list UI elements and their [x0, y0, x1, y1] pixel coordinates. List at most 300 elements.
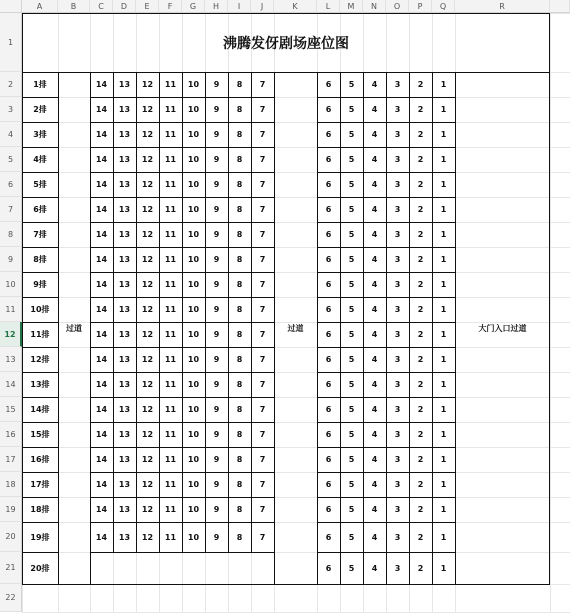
row-label[interactable]: 20排 [30, 563, 50, 573]
row-label[interactable]: 15排 [30, 430, 50, 439]
seat-cell[interactable]: 10 [187, 80, 200, 89]
seat-cell[interactable]: 7 [259, 255, 266, 264]
seat-cell[interactable]: 13 [118, 255, 131, 264]
seat-cell[interactable]: 10 [187, 305, 200, 314]
seat-cell[interactable]: 11 [164, 305, 177, 314]
seat-cell[interactable]: 9 [213, 180, 220, 189]
seat-cell[interactable]: 4 [371, 405, 378, 414]
seat-cell[interactable]: 6 [325, 230, 332, 239]
seat-cell[interactable]: 1 [440, 563, 447, 573]
row-label[interactable]: 10排 [30, 305, 50, 314]
seat-cell[interactable]: 5 [348, 205, 355, 214]
seat-cell[interactable]: 10 [187, 480, 200, 489]
seat-cell[interactable]: 10 [187, 532, 200, 542]
seat-cell[interactable]: 14 [95, 280, 108, 289]
seat-cell[interactable]: 11 [164, 280, 177, 289]
seat-cell[interactable]: 9 [213, 355, 220, 364]
seat-cell[interactable]: 3 [394, 532, 401, 542]
row-label[interactable]: 5排 [33, 180, 47, 189]
seat-cell[interactable]: 13 [118, 280, 131, 289]
seat-cell[interactable]: 12 [141, 280, 154, 289]
seat-cell[interactable]: 11 [164, 130, 177, 139]
seat-cell[interactable]: 9 [213, 305, 220, 314]
seat-cell[interactable]: 5 [348, 80, 355, 89]
column-header-n[interactable]: N [363, 0, 386, 13]
seat-cell[interactable]: 1 [440, 155, 447, 164]
row-label[interactable]: 19排 [30, 532, 50, 542]
seat-cell[interactable]: 3 [394, 80, 401, 89]
seat-cell[interactable]: 4 [371, 80, 378, 89]
seat-cell[interactable]: 3 [394, 205, 401, 214]
seat-cell[interactable]: 1 [440, 355, 447, 364]
seat-cell[interactable]: 1 [440, 230, 447, 239]
row-header-15[interactable]: 15 [0, 397, 22, 422]
seat-cell[interactable]: 9 [213, 380, 220, 389]
seat-cell[interactable]: 7 [259, 205, 266, 214]
seat-cell[interactable]: 6 [325, 563, 332, 573]
seat-cell[interactable]: 12 [141, 105, 154, 114]
seat-cell[interactable]: 13 [118, 155, 131, 164]
seat-cell[interactable]: 8 [236, 532, 243, 542]
row-label[interactable]: 14排 [30, 405, 50, 414]
seat-cell[interactable]: 4 [371, 155, 378, 164]
seat-cell[interactable]: 7 [259, 505, 266, 514]
row-header-4[interactable]: 4 [0, 122, 22, 147]
seat-cell[interactable]: 5 [348, 380, 355, 389]
column-header-b[interactable]: B [58, 0, 90, 13]
seat-cell[interactable]: 13 [118, 130, 131, 139]
seat-cell[interactable]: 11 [164, 330, 177, 339]
seat-cell[interactable]: 4 [371, 230, 378, 239]
seat-cell[interactable]: 9 [213, 255, 220, 264]
seat-cell[interactable]: 2 [417, 205, 424, 214]
row-header-22[interactable]: 22 [0, 584, 22, 612]
seat-cell[interactable]: 2 [417, 280, 424, 289]
row-header-10[interactable]: 10 [0, 272, 22, 297]
seat-cell[interactable]: 4 [371, 563, 378, 573]
seat-cell[interactable]: 4 [371, 205, 378, 214]
row-header-13[interactable]: 13 [0, 347, 22, 372]
row-header-16[interactable]: 16 [0, 422, 22, 447]
seat-cell[interactable]: 3 [394, 105, 401, 114]
seat-cell[interactable]: 6 [325, 330, 332, 339]
seat-cell[interactable]: 3 [394, 455, 401, 464]
seat-cell[interactable]: 11 [164, 480, 177, 489]
seat-cell[interactable]: 1 [440, 455, 447, 464]
seat-cell[interactable]: 14 [95, 180, 108, 189]
seat-cell[interactable]: 3 [394, 405, 401, 414]
seat-cell[interactable]: 5 [348, 330, 355, 339]
seat-cell[interactable]: 14 [95, 532, 108, 542]
seat-cell[interactable]: 11 [164, 380, 177, 389]
seat-cell[interactable]: 1 [440, 430, 447, 439]
seat-cell[interactable]: 2 [417, 405, 424, 414]
column-header-g[interactable]: G [182, 0, 205, 13]
seat-cell[interactable]: 8 [236, 130, 243, 139]
seat-cell[interactable]: 8 [236, 330, 243, 339]
seat-cell[interactable]: 4 [371, 532, 378, 542]
seat-cell[interactable]: 7 [259, 532, 266, 542]
seat-cell[interactable]: 6 [325, 180, 332, 189]
seat-cell[interactable]: 1 [440, 180, 447, 189]
seat-cell[interactable]: 3 [394, 330, 401, 339]
row-label[interactable]: 13排 [30, 380, 50, 389]
seat-cell[interactable]: 10 [187, 430, 200, 439]
column-header-i[interactable]: I [228, 0, 251, 13]
seat-cell[interactable]: 2 [417, 255, 424, 264]
seat-cell[interactable]: 12 [141, 532, 154, 542]
seat-cell[interactable]: 5 [348, 130, 355, 139]
seat-cell[interactable]: 6 [325, 455, 332, 464]
row-label[interactable]: 16排 [30, 455, 50, 464]
seat-cell[interactable]: 5 [348, 430, 355, 439]
seat-cell[interactable]: 6 [325, 430, 332, 439]
seat-cell[interactable]: 2 [417, 330, 424, 339]
row-header-9[interactable]: 9 [0, 247, 22, 272]
seat-cell[interactable]: 6 [325, 305, 332, 314]
seat-cell[interactable]: 4 [371, 130, 378, 139]
seat-cell[interactable]: 1 [440, 130, 447, 139]
seat-cell[interactable]: 13 [118, 505, 131, 514]
seat-cell[interactable]: 10 [187, 105, 200, 114]
seat-cell[interactable]: 8 [236, 405, 243, 414]
entrance-aisle-label[interactable]: 大门入口过道 [478, 323, 527, 333]
seat-cell[interactable]: 9 [213, 455, 220, 464]
seat-cell[interactable]: 14 [95, 130, 108, 139]
seat-cell[interactable]: 5 [348, 532, 355, 542]
seat-cell[interactable]: 10 [187, 180, 200, 189]
seat-cell[interactable]: 8 [236, 380, 243, 389]
seat-cell[interactable]: 3 [394, 230, 401, 239]
row-header-5[interactable]: 5 [0, 147, 22, 172]
seat-cell[interactable]: 4 [371, 380, 378, 389]
seat-cell[interactable]: 2 [417, 505, 424, 514]
row-header-2[interactable]: 2 [0, 72, 22, 97]
seat-cell[interactable]: 8 [236, 455, 243, 464]
column-header-r[interactable]: R [455, 0, 550, 13]
seat-cell[interactable]: 3 [394, 305, 401, 314]
seat-cell[interactable]: 9 [213, 130, 220, 139]
row-header-18[interactable]: 18 [0, 472, 22, 497]
seat-cell[interactable]: 6 [325, 155, 332, 164]
row-label[interactable]: 11排 [30, 330, 50, 339]
seat-cell[interactable]: 3 [394, 430, 401, 439]
row-label[interactable]: 1排 [33, 80, 47, 89]
seat-cell[interactable]: 8 [236, 80, 243, 89]
row-label[interactable]: 3排 [33, 130, 47, 139]
column-header-h[interactable]: H [205, 0, 228, 13]
row-label[interactable]: 4排 [33, 155, 47, 164]
seat-cell[interactable]: 9 [213, 105, 220, 114]
seat-cell[interactable]: 13 [118, 330, 131, 339]
column-header-m[interactable]: M [340, 0, 363, 13]
seat-cell[interactable]: 3 [394, 355, 401, 364]
seat-cell[interactable]: 7 [259, 155, 266, 164]
row-header-14[interactable]: 14 [0, 372, 22, 397]
seat-cell[interactable]: 12 [141, 205, 154, 214]
seat-cell[interactable]: 14 [95, 80, 108, 89]
middle-aisle-label[interactable]: 过道 [287, 323, 304, 333]
seat-cell[interactable]: 7 [259, 430, 266, 439]
seat-cell[interactable]: 1 [440, 405, 447, 414]
seat-cell[interactable]: 6 [325, 380, 332, 389]
seat-cell[interactable]: 2 [417, 380, 424, 389]
seat-cell[interactable]: 7 [259, 380, 266, 389]
seat-cell[interactable]: 5 [348, 305, 355, 314]
column-header-c[interactable]: C [90, 0, 113, 13]
seat-cell[interactable]: 7 [259, 405, 266, 414]
seat-cell[interactable]: 13 [118, 430, 131, 439]
seat-cell[interactable]: 5 [348, 563, 355, 573]
seat-cell[interactable]: 11 [164, 505, 177, 514]
column-header-a[interactable]: A [22, 0, 58, 13]
seat-cell[interactable]: 12 [141, 180, 154, 189]
seat-cell[interactable]: 14 [95, 355, 108, 364]
seat-cell[interactable]: 7 [259, 330, 266, 339]
seat-cell[interactable]: 6 [325, 405, 332, 414]
seat-cell[interactable]: 11 [164, 205, 177, 214]
seat-cell[interactable]: 2 [417, 563, 424, 573]
seat-cell[interactable]: 12 [141, 455, 154, 464]
seat-cell[interactable]: 3 [394, 130, 401, 139]
seat-cell[interactable]: 10 [187, 280, 200, 289]
seat-cell[interactable]: 10 [187, 505, 200, 514]
seat-cell[interactable]: 9 [213, 205, 220, 214]
seat-cell[interactable]: 13 [118, 355, 131, 364]
seat-cell[interactable]: 11 [164, 455, 177, 464]
column-header-p[interactable]: P [409, 0, 432, 13]
seat-cell[interactable]: 4 [371, 180, 378, 189]
seat-cell[interactable]: 13 [118, 80, 131, 89]
seat-cell[interactable]: 1 [440, 205, 447, 214]
seat-cell[interactable]: 9 [213, 330, 220, 339]
seat-cell[interactable]: 9 [213, 505, 220, 514]
row-header-1[interactable]: 1 [0, 13, 22, 72]
seat-cell[interactable]: 5 [348, 455, 355, 464]
column-header-l[interactable]: L [317, 0, 340, 13]
seat-cell[interactable]: 7 [259, 105, 266, 114]
seat-cell[interactable]: 6 [325, 355, 332, 364]
row-label[interactable]: 6排 [33, 205, 47, 214]
seat-cell[interactable]: 1 [440, 480, 447, 489]
seat-cell[interactable]: 4 [371, 280, 378, 289]
row-header-21[interactable]: 21 [0, 552, 22, 584]
seat-cell[interactable]: 14 [95, 380, 108, 389]
seat-cell[interactable]: 13 [118, 305, 131, 314]
seat-cell[interactable]: 4 [371, 305, 378, 314]
row-label[interactable]: 18排 [30, 505, 50, 514]
seat-cell[interactable]: 4 [371, 505, 378, 514]
seat-cell[interactable]: 13 [118, 105, 131, 114]
seat-cell[interactable]: 3 [394, 380, 401, 389]
seat-cell[interactable]: 14 [95, 155, 108, 164]
seat-cell[interactable]: 13 [118, 455, 131, 464]
seat-cell[interactable]: 7 [259, 80, 266, 89]
seat-cell[interactable]: 5 [348, 105, 355, 114]
row-header-12[interactable]: 12 [0, 322, 22, 347]
seat-cell[interactable]: 9 [213, 280, 220, 289]
seat-cell[interactable]: 7 [259, 480, 266, 489]
seat-cell[interactable]: 9 [213, 532, 220, 542]
seat-cell[interactable]: 5 [348, 405, 355, 414]
seat-cell[interactable]: 8 [236, 280, 243, 289]
seat-cell[interactable]: 6 [325, 532, 332, 542]
seat-cell[interactable]: 8 [236, 205, 243, 214]
seat-cell[interactable]: 1 [440, 105, 447, 114]
seat-cell[interactable]: 5 [348, 480, 355, 489]
seat-cell[interactable]: 4 [371, 255, 378, 264]
seat-cell[interactable]: 11 [164, 532, 177, 542]
seat-cell[interactable]: 3 [394, 155, 401, 164]
seat-cell[interactable]: 13 [118, 230, 131, 239]
seat-cell[interactable]: 12 [141, 380, 154, 389]
seat-cell[interactable]: 5 [348, 255, 355, 264]
seat-cell[interactable]: 1 [440, 330, 447, 339]
row-label[interactable]: 12排 [30, 355, 50, 364]
seat-cell[interactable]: 6 [325, 80, 332, 89]
seat-cell[interactable]: 11 [164, 355, 177, 364]
seat-cell[interactable]: 1 [440, 255, 447, 264]
seat-cell[interactable]: 2 [417, 455, 424, 464]
seat-cell[interactable]: 10 [187, 155, 200, 164]
seat-cell[interactable]: 8 [236, 180, 243, 189]
seat-cell[interactable]: 9 [213, 155, 220, 164]
sheet-title[interactable]: 沸腾发伢剧场座位图 [223, 35, 349, 52]
seat-cell[interactable]: 4 [371, 330, 378, 339]
seat-cell[interactable]: 8 [236, 355, 243, 364]
seat-cell[interactable]: 12 [141, 155, 154, 164]
seat-cell[interactable]: 12 [141, 505, 154, 514]
seat-cell[interactable]: 1 [440, 380, 447, 389]
seat-cell[interactable]: 2 [417, 80, 424, 89]
seat-cell[interactable]: 12 [141, 230, 154, 239]
seat-cell[interactable]: 7 [259, 230, 266, 239]
seat-cell[interactable]: 6 [325, 505, 332, 514]
seat-cell[interactable]: 3 [394, 280, 401, 289]
seat-cell[interactable]: 11 [164, 80, 177, 89]
seat-cell[interactable]: 4 [371, 430, 378, 439]
seat-cell[interactable]: 13 [118, 205, 131, 214]
seat-cell[interactable]: 14 [95, 305, 108, 314]
seat-cell[interactable]: 1 [440, 280, 447, 289]
seat-cell[interactable]: 14 [95, 205, 108, 214]
seat-cell[interactable]: 2 [417, 130, 424, 139]
column-header-j[interactable]: J [251, 0, 274, 13]
seat-cell[interactable]: 3 [394, 180, 401, 189]
seat-cell[interactable]: 14 [95, 330, 108, 339]
column-header-k[interactable]: K [274, 0, 317, 13]
seat-cell[interactable]: 8 [236, 255, 243, 264]
seat-cell[interactable]: 12 [141, 130, 154, 139]
column-header-q[interactable]: Q [432, 0, 455, 13]
seat-cell[interactable]: 8 [236, 155, 243, 164]
seat-cell[interactable]: 5 [348, 230, 355, 239]
row-header-8[interactable]: 8 [0, 222, 22, 247]
column-header-e[interactable]: E [136, 0, 159, 13]
seat-cell[interactable]: 8 [236, 305, 243, 314]
row-header-6[interactable]: 6 [0, 172, 22, 197]
seat-cell[interactable]: 12 [141, 330, 154, 339]
seat-cell[interactable]: 7 [259, 355, 266, 364]
row-label[interactable]: 2排 [33, 105, 47, 114]
seat-cell[interactable]: 11 [164, 255, 177, 264]
seat-cell[interactable]: 13 [118, 380, 131, 389]
seat-cell[interactable]: 7 [259, 130, 266, 139]
seat-cell[interactable]: 4 [371, 455, 378, 464]
seat-cell[interactable]: 6 [325, 105, 332, 114]
seat-cell[interactable]: 12 [141, 255, 154, 264]
seat-cell[interactable]: 12 [141, 480, 154, 489]
row-header-17[interactable]: 17 [0, 447, 22, 472]
seat-cell[interactable]: 10 [187, 405, 200, 414]
seat-cell[interactable]: 9 [213, 405, 220, 414]
seat-cell[interactable]: 12 [141, 80, 154, 89]
seat-cell[interactable]: 11 [164, 230, 177, 239]
seat-cell[interactable]: 2 [417, 230, 424, 239]
seat-cell[interactable]: 9 [213, 230, 220, 239]
seat-cell[interactable]: 9 [213, 430, 220, 439]
seat-cell[interactable]: 10 [187, 355, 200, 364]
seat-cell[interactable]: 6 [325, 280, 332, 289]
seat-cell[interactable]: 3 [394, 505, 401, 514]
seat-cell[interactable]: 8 [236, 480, 243, 489]
column-header-d[interactable]: D [113, 0, 136, 13]
seat-cell[interactable]: 9 [213, 80, 220, 89]
seat-cell[interactable]: 5 [348, 505, 355, 514]
seat-cell[interactable]: 8 [236, 105, 243, 114]
row-label[interactable]: 9排 [33, 280, 47, 289]
seat-cell[interactable]: 6 [325, 130, 332, 139]
seat-cell[interactable]: 10 [187, 130, 200, 139]
seat-cell[interactable]: 13 [118, 405, 131, 414]
seat-cell[interactable]: 5 [348, 180, 355, 189]
seat-cell[interactable]: 1 [440, 80, 447, 89]
seat-cell[interactable]: 12 [141, 405, 154, 414]
seat-cell[interactable]: 14 [95, 255, 108, 264]
seat-cell[interactable]: 8 [236, 230, 243, 239]
seat-cell[interactable]: 9 [213, 480, 220, 489]
seat-cell[interactable]: 2 [417, 355, 424, 364]
row-header-3[interactable]: 3 [0, 97, 22, 122]
row-header-19[interactable]: 19 [0, 497, 22, 522]
seat-cell[interactable]: 10 [187, 330, 200, 339]
seat-cell[interactable]: 2 [417, 430, 424, 439]
seat-cell[interactable]: 14 [95, 455, 108, 464]
seat-cell[interactable]: 7 [259, 180, 266, 189]
seat-cell[interactable]: 5 [348, 355, 355, 364]
seat-cell[interactable]: 11 [164, 180, 177, 189]
seat-cell[interactable]: 6 [325, 255, 332, 264]
seat-cell[interactable]: 12 [141, 305, 154, 314]
seat-cell[interactable]: 12 [141, 355, 154, 364]
seat-cell[interactable]: 14 [95, 505, 108, 514]
row-header-20[interactable]: 20 [0, 522, 22, 552]
seat-cell[interactable]: 5 [348, 280, 355, 289]
select-all-corner[interactable] [0, 0, 22, 13]
seat-cell[interactable]: 13 [118, 180, 131, 189]
seat-cell[interactable]: 10 [187, 205, 200, 214]
seat-cell[interactable]: 10 [187, 230, 200, 239]
seat-cell[interactable]: 6 [325, 480, 332, 489]
seat-cell[interactable]: 10 [187, 380, 200, 389]
seat-cell[interactable]: 7 [259, 280, 266, 289]
seat-cell[interactable]: 14 [95, 230, 108, 239]
seat-cell[interactable]: 2 [417, 305, 424, 314]
row-label[interactable]: 17排 [30, 480, 50, 489]
seat-cell[interactable]: 14 [95, 430, 108, 439]
seat-cell[interactable]: 4 [371, 355, 378, 364]
seat-cell[interactable]: 14 [95, 405, 108, 414]
